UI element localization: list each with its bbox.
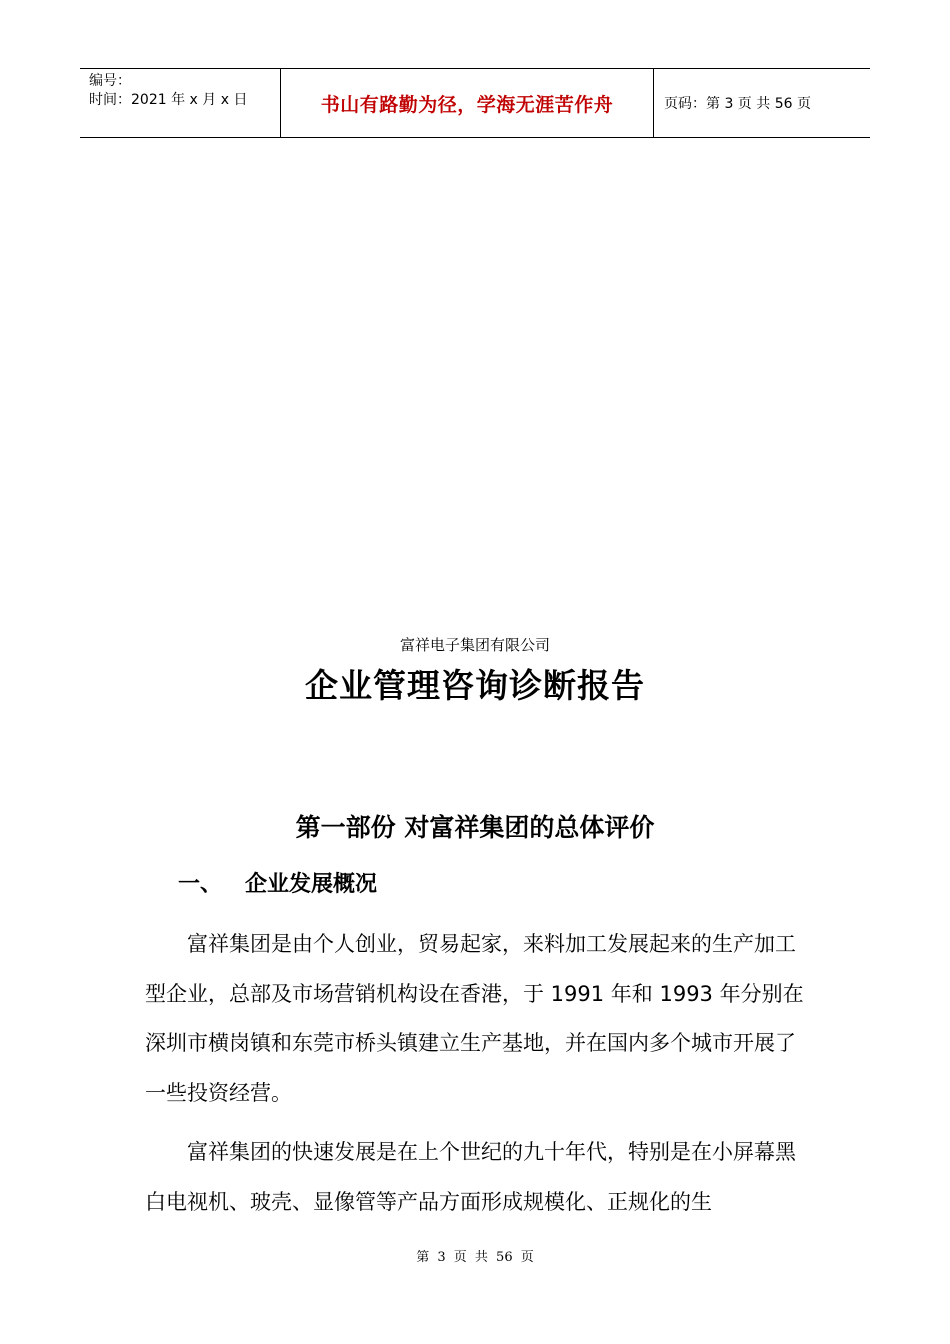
part-title: 第一部份 对富祥集团的总体评价 bbox=[295, 813, 655, 842]
date-label: 时间：2021 年 x 月 x 日 bbox=[89, 92, 248, 108]
header-page-cell bbox=[654, 69, 870, 137]
header-table bbox=[80, 68, 870, 138]
header-meta-cell bbox=[80, 69, 281, 137]
number-label: 编号： bbox=[89, 73, 131, 89]
report-title: 企业管理咨询诊断报告 bbox=[305, 666, 645, 705]
header-motto-cell bbox=[281, 69, 654, 137]
body-paragraph: 富祥集团的快速发展是在上个世纪的九十年代，特别是在小屏幕黑白电视机、玻壳、显像管等产品方面形成规模化、正规化的生 bbox=[145, 1140, 796, 1214]
section-number: 一、 bbox=[178, 872, 223, 897]
page-footer: 第 3 页 共 56 页 bbox=[416, 1250, 534, 1265]
company-name: 富祥电子集团有限公司 bbox=[399, 636, 550, 654]
section-heading bbox=[178, 867, 377, 898]
page-info: 页码：第 3 页 共 56 页 bbox=[664, 96, 811, 112]
motto-text: 书山有路勤为径，学海无涯苦作舟 bbox=[320, 93, 614, 116]
body-paragraph: 富祥集团是由个人创业，贸易起家，来料加工发展起来的生产加工型企业，总部及市场营销机构设在香港，于 1991 年和 1993 年分别在深圳市横岗镇和东莞市桥头镇建立生产基地，并在国内多个城市开展了一些投资经营。 bbox=[145, 932, 804, 1105]
section-title: 企业发展概况 bbox=[245, 872, 378, 897]
